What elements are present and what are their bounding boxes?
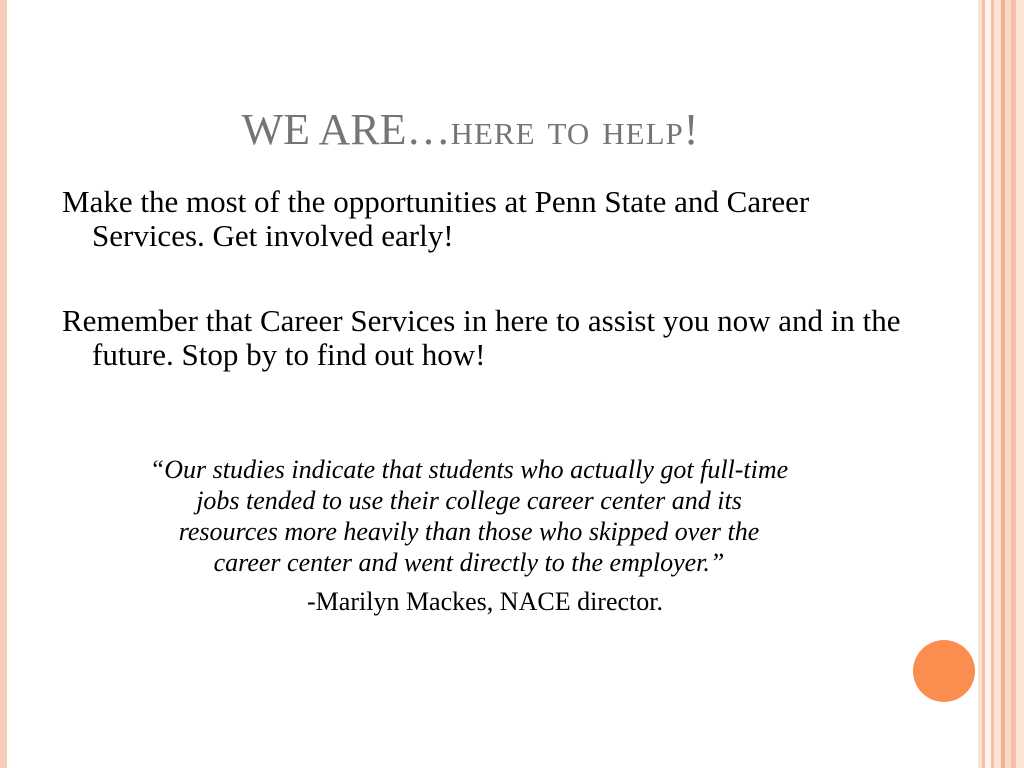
quote-line: “Our studies indicate that students who actually got full-time — [149, 455, 789, 484]
right-decorative-stripes — [978, 0, 1024, 768]
quote — [58, 454, 880, 578]
title-end: ! — [683, 105, 699, 154]
quote-line: career center and went directly to the employer.” — [213, 548, 725, 577]
title-caps: here to help — [450, 105, 684, 154]
bullet-career-services: Remember that Career Services in here to assist you now and in the future. Stop by to find out how! — [62, 303, 901, 372]
quote-line: resources more heavily than those who skipped over the — [178, 517, 760, 546]
quote-attribution: -Marilyn Mackes, NACE director. — [307, 587, 663, 616]
quote-line: jobs tended to use their college career center and its — [196, 486, 742, 515]
bullet-get-involved: Make the most of the opportunities at Penn State and Career Services. Get involved early! — [62, 184, 810, 253]
decorative-circle — [913, 640, 975, 702]
title-main: WE ARE… — [241, 105, 451, 154]
slide-title — [0, 105, 940, 154]
